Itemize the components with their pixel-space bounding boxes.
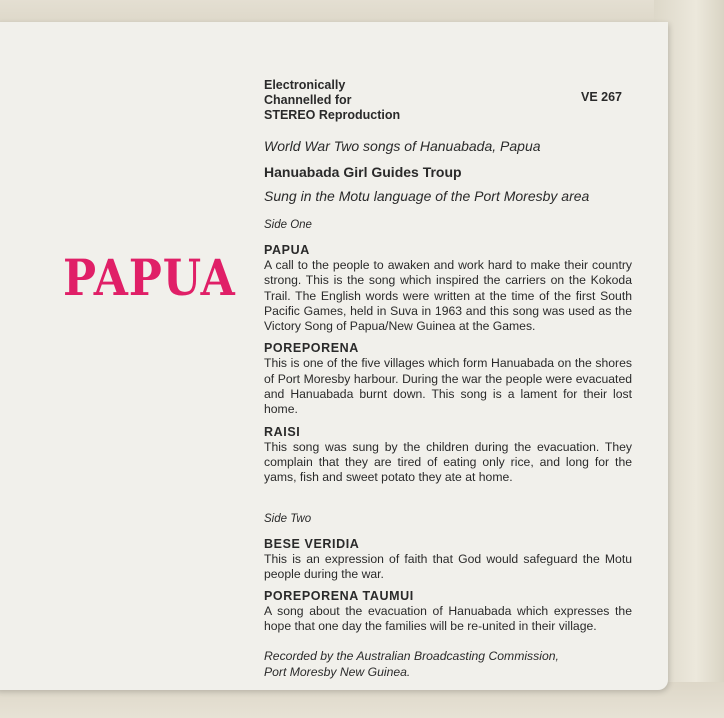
sleeve-card	[0, 22, 668, 690]
track-description: This is an expression of faith that God would safeguard the Motu people during the war.	[264, 551, 632, 581]
credit-line-1: Recorded by the Australian Broadcasting Commission,	[264, 648, 559, 663]
credit-line-2: Port Moresby New Guinea.	[264, 664, 411, 679]
performer-name: Hanuabada Girl Guides Troup	[264, 164, 462, 180]
track-description: A song about the evacuation of Hanuabada which expresses the hope that one day the families will be re-united in their village.	[264, 604, 632, 634]
side-one-label: Side One	[264, 219, 312, 231]
track-description: This is one of the five villages which form Hanuabada on the shores of Port Moresby harbour. During the war the people were evacuated and Hanuabada burnt down. This song is a lament for their lost home.	[264, 356, 632, 417]
track-title: POREPORENA	[264, 341, 359, 356]
stereo-header	[264, 78, 632, 124]
papua-logo: PAPUA	[63, 248, 236, 307]
header-line-3: STEREO Reproduction	[264, 108, 401, 122]
header-line-1: Electronically	[264, 78, 346, 92]
track-description: A call to the people to awaken and work hard to make their country strong. This is the song which inspired the carriers on the Kokoda Trail. The English words were written at the time of the first South Pacific Games, held in Suva in 1963 and this song was used as the Victory Song of Papua/New Guinea at the Games.	[264, 258, 632, 334]
liner-notes-column	[264, 78, 632, 680]
side-two-track-list	[264, 537, 632, 635]
header-line-2: Channelled for	[264, 93, 352, 107]
side-two-label: Side Two	[264, 512, 312, 525]
track-description: This song was sung by the children during the evacuation. They complain that they are tired of eating only rice, and long for the yams, fish and sweet potato they ate at home.	[264, 439, 632, 485]
track-title: RAISI	[264, 424, 301, 439]
catalog-number: VE 267	[580, 90, 622, 104]
recording-credit	[264, 648, 632, 680]
side-one-track-list	[264, 243, 632, 486]
language-note: Sung in the Motu language of the Port Moresby area	[264, 188, 590, 204]
album-subtitle: World War Two songs of Hanuabada, Papua	[264, 138, 541, 154]
track-title: POREPORENA TAUMUI	[264, 589, 414, 604]
track-title: BESE VERIDIA	[264, 536, 360, 551]
track-title: PAPUA	[264, 243, 310, 257]
